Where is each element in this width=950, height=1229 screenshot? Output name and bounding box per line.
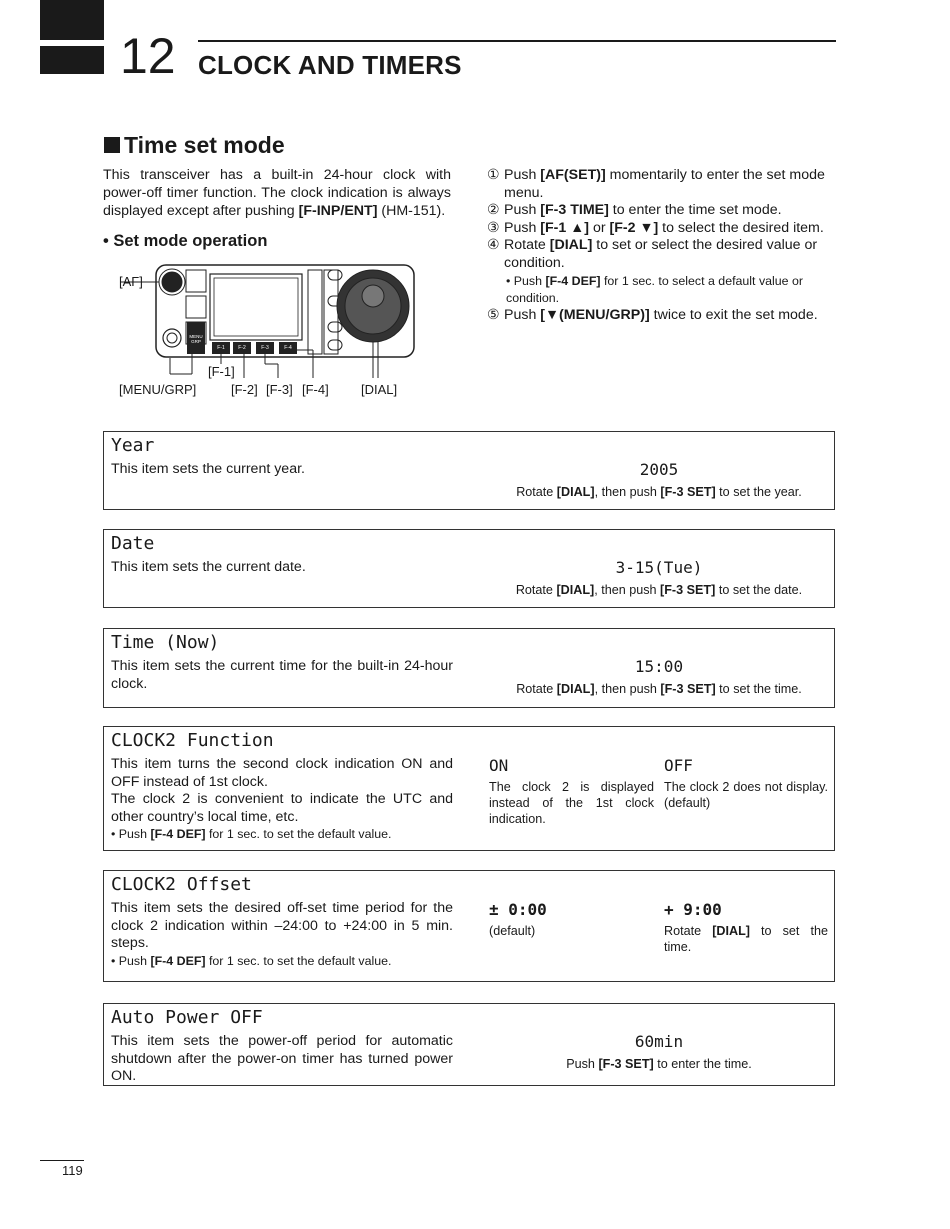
- note-key: [F-4 DEF]: [150, 827, 206, 842]
- note-text: for 1 sec. to set the default value.: [205, 827, 392, 842]
- item-box-year: [103, 431, 835, 510]
- caption-text: Rotate: [516, 485, 557, 499]
- item-description: This item sets the current date.: [111, 559, 306, 575]
- item-value: 2005: [639, 460, 679, 479]
- step-key: [F-1 ▲]: [540, 219, 589, 236]
- caption-text: , then push: [594, 583, 661, 597]
- step-text: Rotate: [504, 237, 550, 254]
- chapter-tab-block: [40, 0, 104, 40]
- item-title: Auto Power OFF: [111, 1007, 263, 1028]
- svg-text:F-4: F-4: [284, 345, 292, 351]
- caption-text: to set the time.: [664, 924, 828, 954]
- option-off-caption: The clock 2 does not display. (default): [664, 780, 828, 810]
- description-line: This item turns the second clock indication ON and OFF instead of 1st clock.: [111, 756, 453, 790]
- item-caption: [484, 1056, 834, 1072]
- step-text: Push: [504, 219, 541, 236]
- step-number: ①: [487, 167, 500, 183]
- caption-text: to set the time.: [715, 682, 802, 696]
- step-4: [487, 237, 837, 272]
- item-value: 3-15(Tue): [615, 558, 703, 577]
- offset-default-value: ± 0:00: [489, 900, 547, 919]
- step-number: ②: [487, 202, 500, 219]
- default-note: • Push [F-4 DEF] for 1 sec. to set the default value.: [111, 827, 392, 842]
- intro-text-end: (HM-151).: [377, 203, 446, 219]
- item-box-date: [103, 529, 835, 608]
- step-key: [F-2 ▼]: [609, 219, 659, 236]
- intro-text: This transceiver has a built-in 24-hour clock with power-off timer function. The clock indication is always displayed except after pushing: [103, 167, 451, 219]
- caption-key: [F-3 SET]: [660, 682, 716, 696]
- item-title: CLOCK2 Function: [111, 730, 274, 751]
- item-description: [111, 900, 453, 970]
- svg-text:MENU: MENU: [189, 334, 203, 339]
- note-text: for 1 sec. to select a default value or condition.: [506, 273, 804, 305]
- step-key: [F-3 TIME]: [540, 202, 609, 219]
- step-key: [AF(SET)]: [540, 167, 606, 183]
- subheading-text: Set mode operation: [113, 232, 268, 250]
- label-af: [AF]: [119, 274, 143, 289]
- chapter-title: CLOCK AND TIMERS: [198, 50, 462, 80]
- step-text: or: [589, 219, 610, 236]
- item-title: Year: [111, 435, 155, 456]
- caption-key: [DIAL]: [712, 924, 750, 938]
- option-on-caption: The clock 2 is displayed instead of the 1st clock indication.: [489, 780, 654, 826]
- note-text: Push: [118, 953, 151, 968]
- svg-text:F-3: F-3: [261, 345, 269, 351]
- item-description: This item sets the current time for the built-in 24-hour clock.: [111, 658, 453, 692]
- subheading: • Set mode operation: [103, 232, 268, 250]
- step-key: [DIAL]: [549, 237, 593, 254]
- item-description: [111, 756, 453, 844]
- caption-key: [F-3 SET]: [660, 583, 716, 597]
- description-line: This item sets the desired off-set time period for the clock 2 indication within –24:00 to +24:00 in 5 min. steps.: [111, 900, 453, 952]
- label-menu-grp: [MENU/GRP]: [119, 382, 197, 397]
- intro-paragraph: [103, 166, 451, 220]
- note-text: for 1 sec. to set the default value.: [205, 953, 392, 968]
- step-number: ⑤: [487, 306, 500, 323]
- option-off: OFF: [664, 756, 693, 775]
- caption-key: [DIAL]: [556, 485, 595, 499]
- step-text: Push: [504, 202, 541, 219]
- offset-example-caption: [664, 923, 828, 955]
- default-note: • Push [F-4 DEF] for 1 sec. to set the default value.: [111, 953, 392, 968]
- af-knob-icon: [162, 272, 182, 292]
- chapter-tab-block-lower: [40, 46, 104, 74]
- offset-example-value: + 9:00: [664, 900, 722, 919]
- item-value: 15:00: [634, 657, 684, 676]
- label-f3: [F-3]: [266, 382, 293, 397]
- item-caption: [484, 484, 834, 500]
- note-key: [F-4 DEF]: [545, 273, 601, 288]
- step-text: Push: [504, 167, 541, 183]
- item-caption: [484, 582, 834, 598]
- item-box-auto-power-off: [103, 1003, 835, 1086]
- caption-key: [DIAL]: [556, 583, 595, 597]
- caption-text: Push: [566, 1057, 599, 1071]
- note-key: [F-4 DEF]: [150, 953, 206, 968]
- chapter-rule: [198, 40, 836, 42]
- section-square-icon: [104, 137, 120, 153]
- step-2: [487, 202, 837, 220]
- step-text: to select the desired item.: [658, 219, 824, 236]
- label-f1: [F-1]: [208, 364, 235, 379]
- svg-text:GRP: GRP: [191, 339, 201, 344]
- caption-text: Rotate: [515, 583, 557, 597]
- section-title-text: Time set mode: [124, 132, 285, 158]
- label-dial: [DIAL]: [361, 382, 398, 397]
- option-on: ON: [489, 756, 509, 775]
- step-5: [487, 307, 837, 325]
- step-number: ④: [487, 237, 500, 254]
- step-4-note: • Push [F-4 DEF] for 1 sec. to select a default value or condition.: [506, 273, 804, 305]
- page-number-rule: [40, 1160, 84, 1161]
- caption-text: to set the date.: [715, 583, 803, 597]
- caption-key: [F-3 SET]: [660, 485, 716, 499]
- steps-list: [487, 167, 837, 324]
- caption-key: [F-3 SET]: [598, 1057, 654, 1071]
- caption-text: , then push: [594, 485, 661, 499]
- item-title: CLOCK2 Offset: [111, 874, 252, 895]
- label-f2: [F-2]: [231, 382, 258, 397]
- caption-key: [DIAL]: [556, 682, 595, 696]
- caption-text: Rotate: [516, 682, 557, 696]
- caption-text: to set the year.: [715, 485, 802, 499]
- step-text: momentarily to enter the set mode menu.: [504, 167, 825, 201]
- chapter-number: 12: [120, 28, 176, 84]
- item-box-clock2-function: [103, 726, 835, 851]
- note-text: Push: [513, 273, 546, 288]
- section-title: [104, 132, 285, 159]
- step-text: Push: [504, 306, 541, 323]
- step-number: ③: [487, 219, 500, 236]
- item-description: This item sets the current year.: [111, 461, 305, 477]
- item-title: Date: [111, 533, 155, 554]
- description-line: The clock 2 is convenient to indicate the UTC and other country’s local time, etc.: [111, 791, 453, 825]
- caption-text: to enter the time.: [653, 1057, 752, 1071]
- item-box-time: [103, 628, 835, 708]
- offset-default-caption: (default): [489, 924, 536, 938]
- radio-front-panel-diagram: [110, 260, 430, 400]
- intro-key: [F-INP/ENT]: [298, 203, 378, 219]
- svg-text:F-2: F-2: [238, 345, 246, 351]
- step-1: [487, 167, 837, 202]
- label-f4: [F-4]: [302, 382, 329, 397]
- svg-text:F-1: F-1: [217, 345, 225, 351]
- item-box-clock2-offset: [103, 870, 835, 982]
- item-description: This item sets the power-off period for automatic shutdown after the power-on timer has turned power ON.: [111, 1033, 453, 1085]
- step-key: [▼(MENU/GRP)]: [540, 306, 650, 323]
- step-text: to set or select the desired value or condition.: [504, 237, 818, 271]
- note-text: Push: [118, 827, 151, 842]
- caption-text: Rotate: [664, 924, 713, 938]
- step-text: twice to exit the set mode.: [649, 306, 818, 323]
- item-caption: [484, 681, 834, 697]
- item-value: 60min: [634, 1032, 684, 1051]
- caption-text: , then push: [594, 682, 661, 696]
- page-number: 119: [62, 1163, 83, 1178]
- item-title: Time (Now): [111, 632, 220, 653]
- step-text: to enter the time set mode.: [608, 202, 782, 219]
- step-3: [487, 220, 837, 238]
